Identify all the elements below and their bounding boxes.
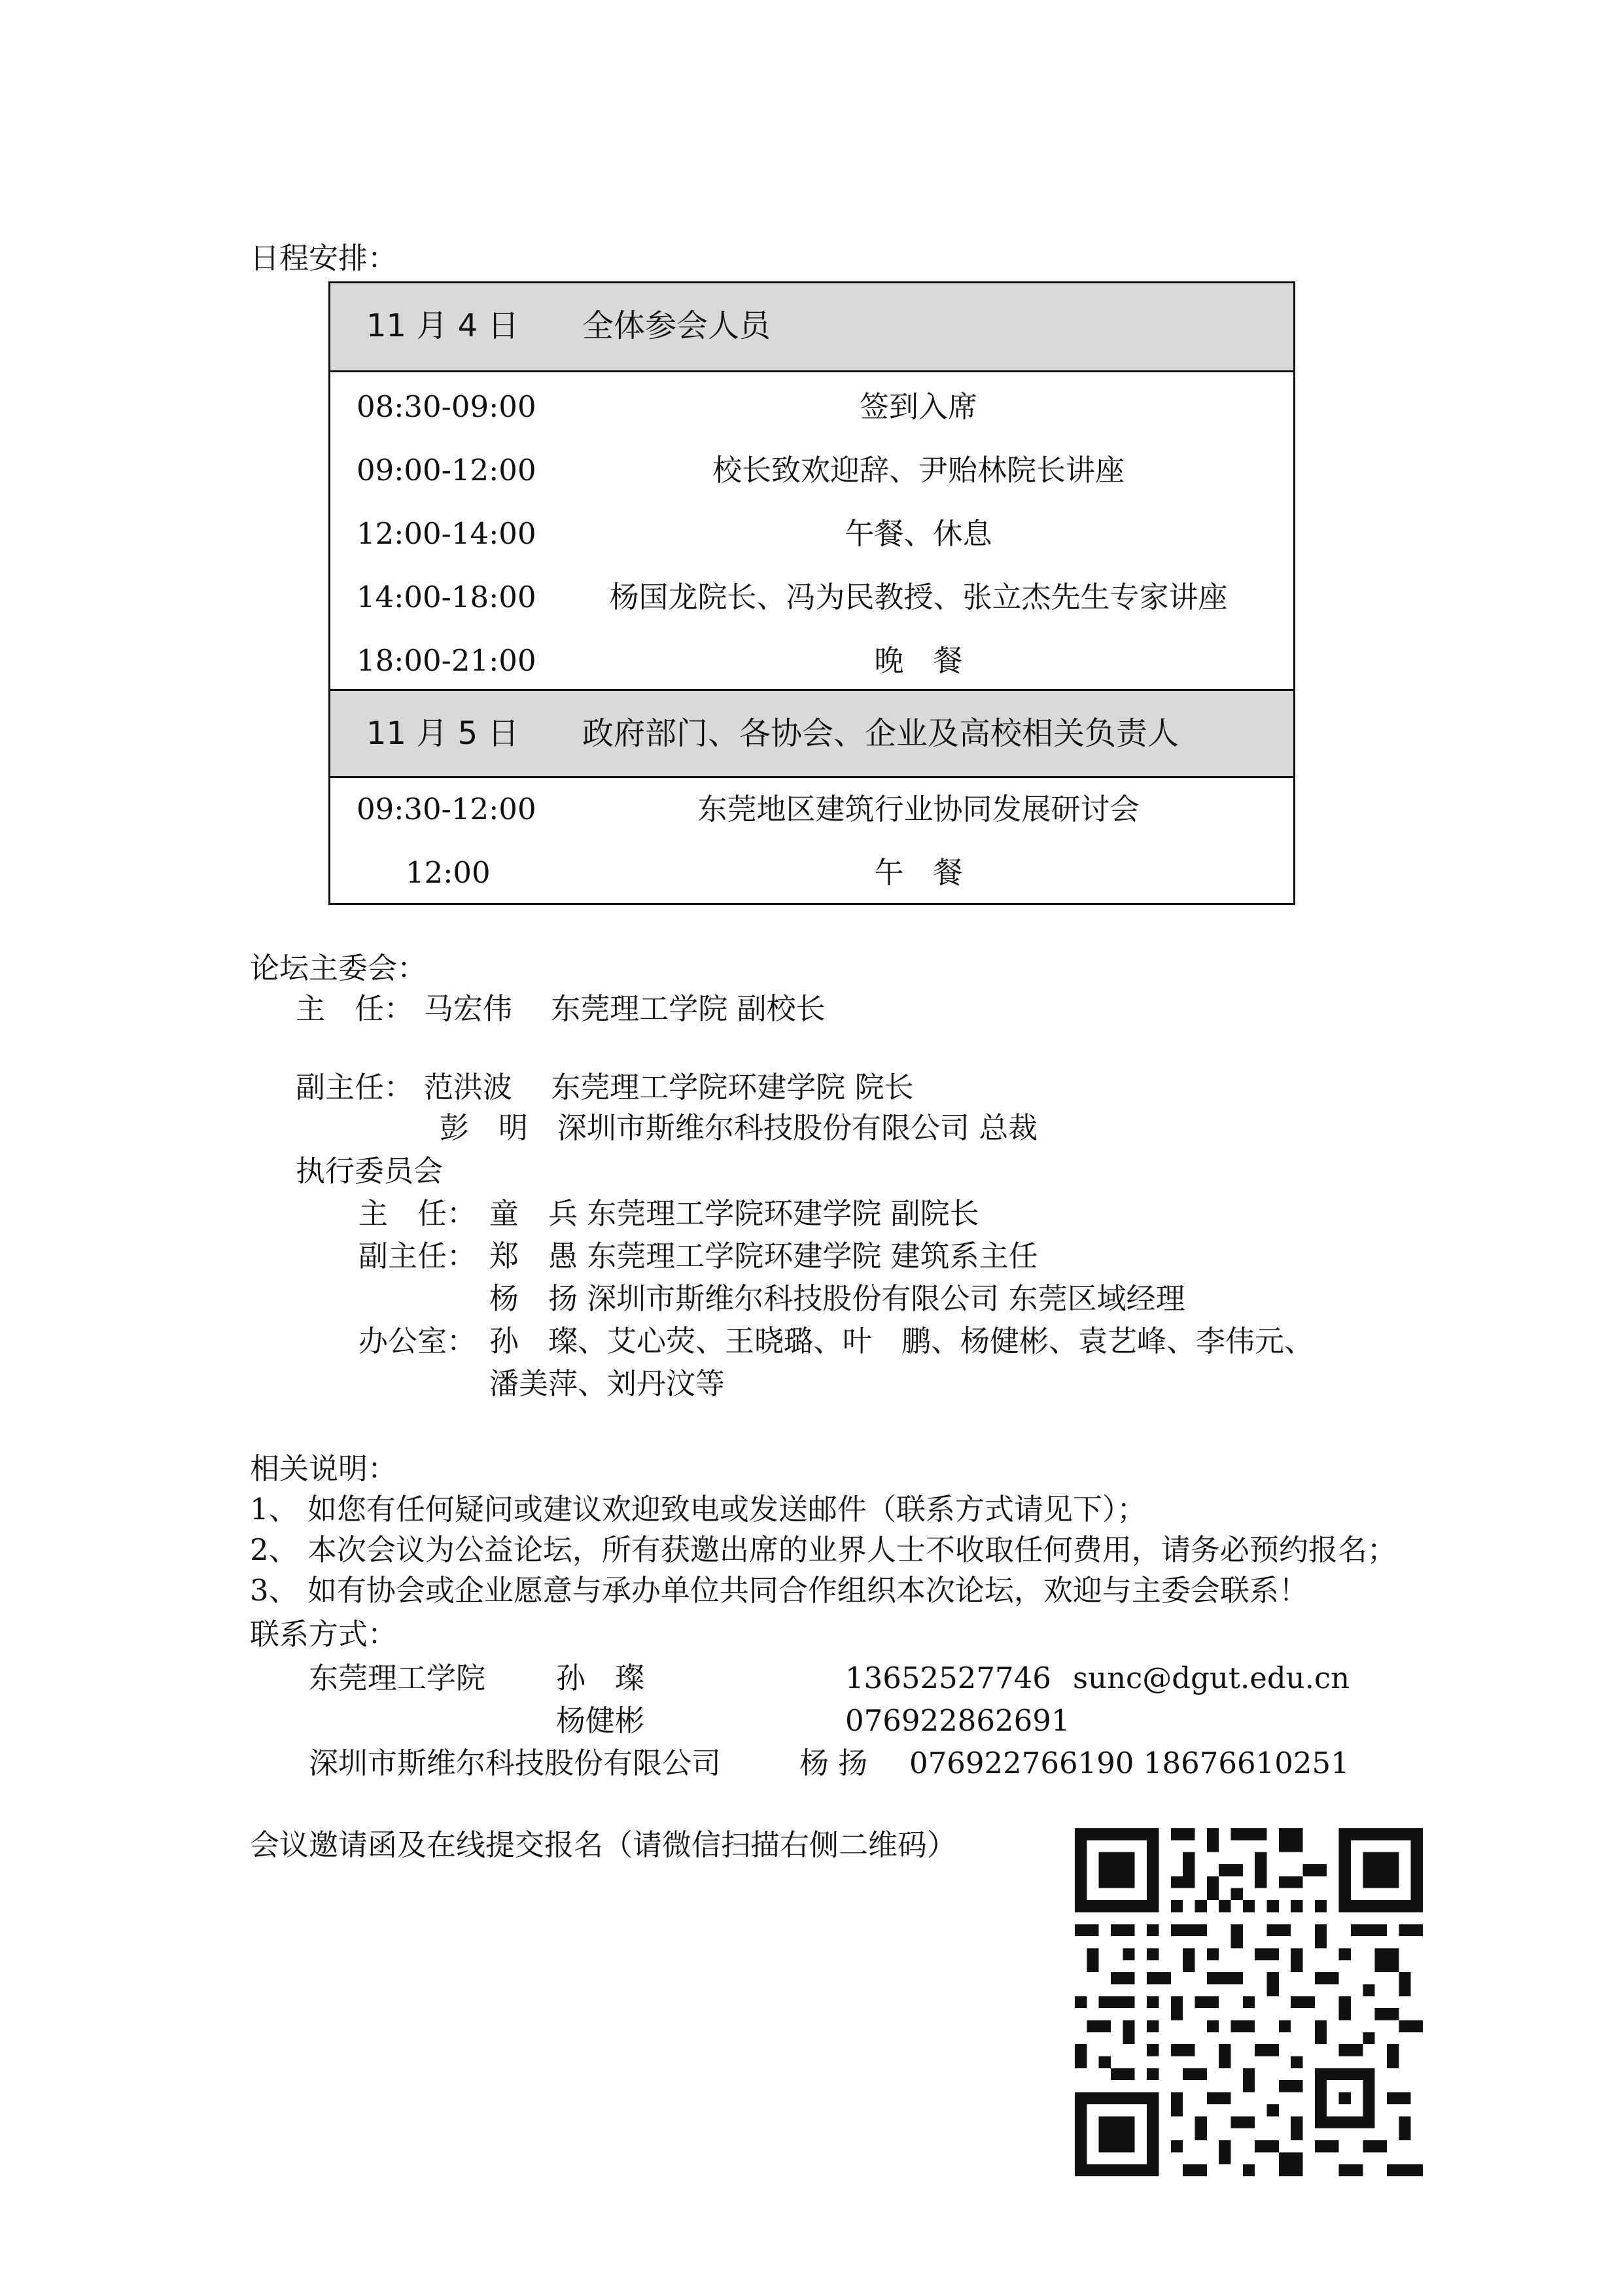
schedule-table (328, 281, 1295, 905)
exec-heading: 执行委员会 (296, 1154, 444, 1188)
schedule-event: 午 餐 (874, 855, 963, 890)
vice-label: 副主任： (296, 1070, 414, 1104)
contact-phone: 076922862691 (845, 1703, 1070, 1738)
contact-person: 杨 扬 (799, 1746, 868, 1780)
notes-heading: 相关说明： (250, 1451, 398, 1486)
schedule-time: 14:00-18:00 (357, 580, 536, 614)
schedule-row (330, 629, 1293, 692)
contact-email: sunc@dgut.edu.cn (1073, 1661, 1350, 1695)
contact-phone: 076922766190 18676610251 (909, 1746, 1350, 1780)
day1-date: 11 月 4 日 (366, 308, 519, 344)
office-text-1: 孙 璨、艾心荧、王晓璐、叶 鹏、杨健彬、袁艺峰、李伟元、 (489, 1324, 1314, 1358)
schedule-time: 12:00 (406, 855, 491, 890)
note-item: 3、 如有协会或企业愿意与承办单位共同合作组织本次论坛，欢迎与主委会联系！ (250, 1573, 1308, 1608)
exec-chair-label: 主 任： (358, 1196, 477, 1231)
schedule-row (330, 777, 1293, 841)
vice-text-1: 范洪波 东莞理工学院环建学院 院长 (424, 1070, 914, 1104)
schedule-event: 东莞地区建筑行业协同发展研讨会 (697, 792, 1140, 826)
contact-org: 深圳市斯维尔科技股份有限公司 (309, 1746, 722, 1780)
office-text-2: 潘美萍、刘丹汶等 (489, 1366, 725, 1401)
schedule-row (330, 502, 1293, 565)
chair-text: 马宏伟 东莞理工学院 副校长 (424, 991, 826, 1026)
contact-person: 杨健彬 (556, 1703, 645, 1738)
note-item: 1、 如您有任何疑问或建议欢迎致电或发送邮件（联系方式请见下）； (250, 1492, 1147, 1527)
qr-code-icon[interactable] (1075, 1828, 1423, 2176)
schedule-time: 18:00-21:00 (357, 643, 536, 678)
schedule-event: 校长致欢迎辞、尹贻林院长讲座 (712, 453, 1125, 487)
day1-header (330, 283, 1293, 372)
schedule-time: 12:00-14:00 (357, 516, 536, 551)
schedule-event: 杨国龙院长、冯为民教授、张立杰先生专家讲座 (609, 580, 1228, 614)
contacts-heading: 联系方式： (250, 1617, 398, 1651)
contact-org: 东莞理工学院 (309, 1661, 486, 1695)
committee-heading: 论坛主委会： (250, 951, 427, 985)
schedule-event: 签到入席 (859, 389, 977, 424)
exec-vice-text-1: 郑 愚 东莞理工学院环建学院 建筑系主任 (489, 1239, 1038, 1273)
contact-person: 孙 璨 (556, 1661, 645, 1695)
vice-text-2: 彭 明 深圳市斯维尔科技股份有限公司 总裁 (440, 1110, 1038, 1145)
schedule-row (330, 438, 1293, 502)
schedule-time: 08:30-09:00 (357, 389, 536, 424)
day2-date: 11 月 5 日 (366, 715, 519, 752)
schedule-event: 午餐、休息 (845, 516, 992, 551)
schedule-time: 09:30-12:00 (357, 792, 536, 826)
note-item: 2、 本次会议为公益论坛，所有获邀出席的业界人士不收取任何费用，请务必预约报名； (250, 1532, 1397, 1567)
office-label: 办公室： (358, 1324, 477, 1358)
day2-audience: 政府部门、各协会、企业及高校相关负责人 (582, 715, 1179, 752)
day2-header (330, 689, 1293, 778)
schedule-heading: 日程安排： (250, 241, 398, 275)
schedule-time: 09:00-12:00 (357, 453, 536, 487)
schedule-event: 晚 餐 (874, 643, 963, 678)
day1-audience: 全体参会人员 (582, 308, 771, 344)
chair-label: 主 任： (296, 991, 414, 1026)
schedule-row (330, 375, 1293, 438)
schedule-row (330, 565, 1293, 629)
contact-phone: 13652527746 (845, 1661, 1051, 1695)
exec-vice-text-2: 杨 扬 深圳市斯维尔科技股份有限公司 东莞区域经理 (489, 1281, 1185, 1316)
exec-chair-text: 童 兵 东莞理工学院环建学院 副院长 (489, 1196, 979, 1231)
registration-text: 会议邀请函及在线提交报名（请微信扫描右侧二维码） (250, 1828, 957, 1862)
exec-vice-label: 副主任： (358, 1239, 477, 1273)
schedule-row (330, 841, 1293, 904)
